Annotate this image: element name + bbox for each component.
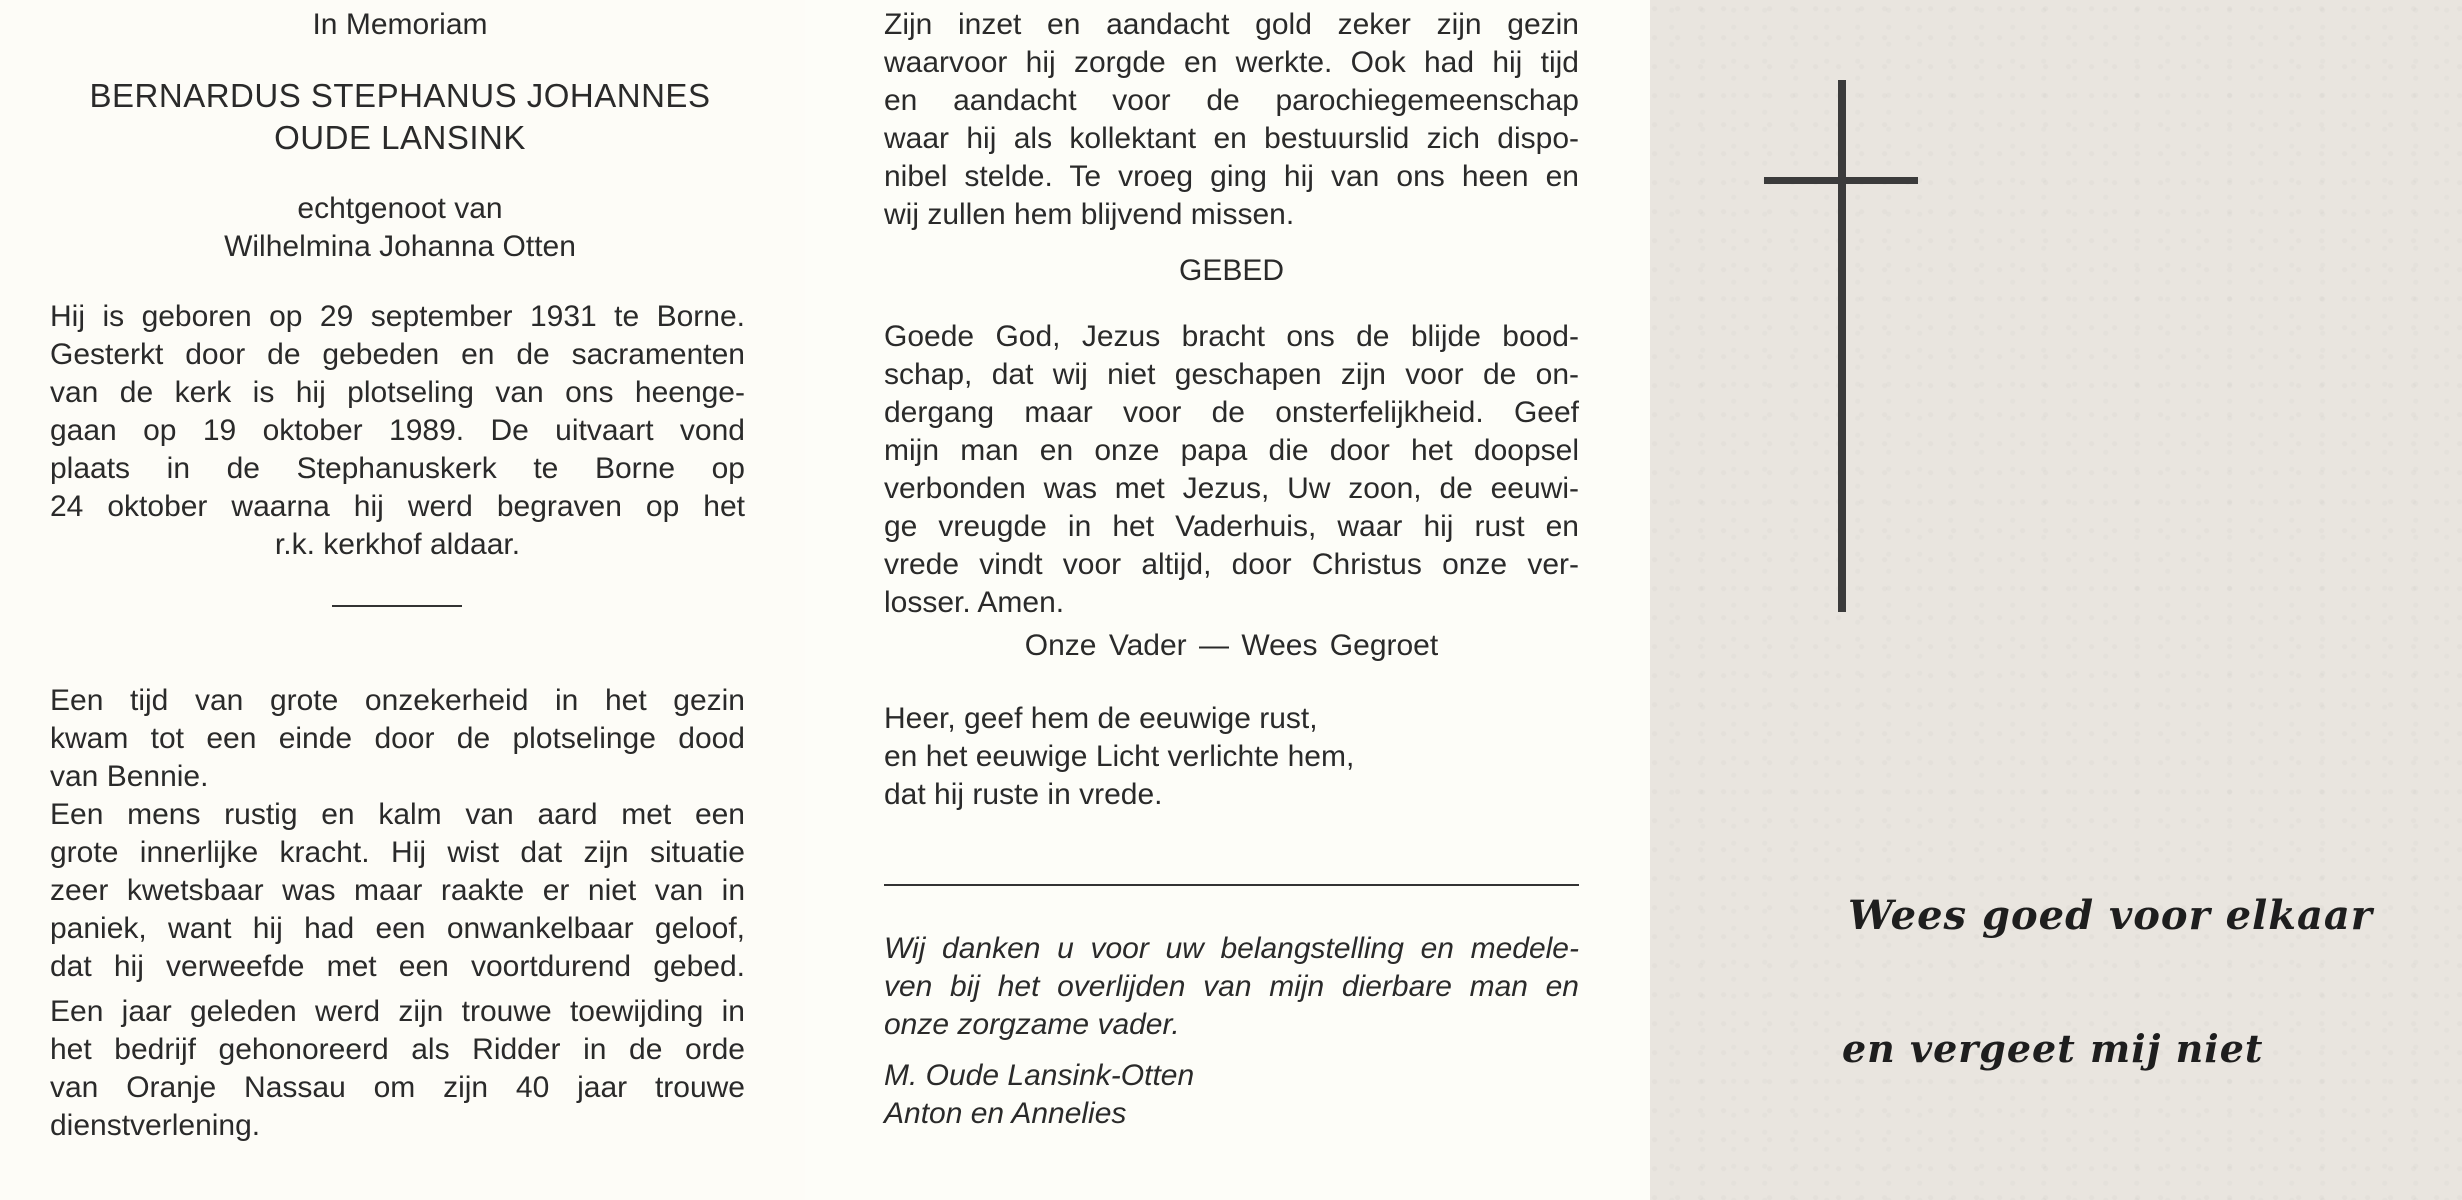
tribute-line: Zijn inzet en aandacht gold zeker zijn gezin <box>884 8 1579 41</box>
cross-vertical <box>1838 80 1846 612</box>
bio-line: plaats in de Stephanuskerk te Borne op <box>50 452 745 485</box>
prayer-line: schap, dat wij niet geschapen zijn voor de on- <box>884 358 1579 391</box>
prayer-heading: GEBED <box>1178 254 1285 287</box>
deceased-name-line1: BERNARDUS STEPHANUS JOHANNES <box>89 77 711 114</box>
paragraph-line: van Oranje Nassau om zijn 40 jaar trouwe <box>50 1071 745 1104</box>
section-divider <box>332 605 462 607</box>
bio-line: Hij is geboren op 29 september 1931 te Borne. <box>50 300 745 333</box>
paragraph-line: grote innerlijke kracht. Hij wist dat zijn situatie <box>50 836 745 869</box>
motto-line1: Wees goed voor elkaar <box>1848 892 2373 939</box>
signature-line: Anton en Annelies <box>884 1097 1127 1130</box>
tribute-line: waar hij als kollektant en bestuurslid zich dispo- <box>884 122 1579 155</box>
prayer-line: ge vreugde in het Vaderhuis, waar hij rust en <box>884 510 1579 543</box>
prayer-line: vrede vindt voor altijd, door Christus onze ver- <box>884 548 1579 581</box>
memoriam-heading: In Memoriam <box>312 8 488 41</box>
paragraph-line: dat hij verweefde met een voortdurend gebed. <box>50 950 745 983</box>
paragraph-line: van Bennie. <box>50 760 209 793</box>
spouse-name: Wilhelmina Johanna Otten <box>224 230 576 263</box>
tribute-line: en aandacht voor de parochiegemeenschap <box>884 84 1579 117</box>
tribute-line: nibel stelde. Te vroeg ging hij van ons heen en <box>884 160 1579 193</box>
paragraph-line: dienstverlening. <box>50 1109 261 1142</box>
paragraph-line: zeer kwetsbaar was maar raakte er niet van in <box>50 874 745 907</box>
paragraph-line: Een tijd van grote onzekerheid in het gezin <box>50 684 745 717</box>
rest-line: dat hij ruste in vrede. <box>884 778 1163 811</box>
bio-line: Gesterkt door de gebeden en de sacramenten <box>50 338 745 371</box>
prayer-line: dergang maar voor de onsterfelijkheid. Geef <box>884 396 1579 429</box>
tribute-line: waarvoor hij zorgde en werkte. Ook had hij tijd <box>884 46 1579 79</box>
paragraph-line: paniek, want hij had een onwankelbaar geloof, <box>50 912 745 945</box>
bio-line: gaan op 19 oktober 1989. De uitvaart vond <box>50 414 745 447</box>
paragraph-line: het bedrijf gehonoreerd als Ridder in de orde <box>50 1033 745 1066</box>
signature-line: M. Oude Lansink-Otten <box>884 1059 1195 1092</box>
deceased-name-line2: OUDE LANSINK <box>274 119 526 156</box>
tribute-line: wij zullen hem blijvend missen. <box>884 198 1295 231</box>
bio-last-line: r.k. kerkhof aldaar. <box>274 528 521 561</box>
motto-line2: en vergeet mij niet <box>1842 1026 2264 1071</box>
prayer-line: mijn man en onze papa die door het doopsel <box>884 434 1579 467</box>
cross-horizontal <box>1764 177 1918 184</box>
rest-line: Heer, geef hem de eeuwige rust, <box>884 702 1318 735</box>
paragraph-line: Een mens rustig en kalm van aard met een <box>50 798 745 831</box>
thanks-divider <box>884 884 1579 886</box>
bio-line: van de kerk is hij plotseling van ons heenge- <box>50 376 745 409</box>
prayers-names: Onze Vader — Wees Gegroet <box>1024 629 1439 662</box>
prayer-line: verbonden was met Jezus, Uw zoon, de eeuwi- <box>884 472 1579 505</box>
prayer-line: losser. Amen. <box>884 586 1065 619</box>
spouse-label: echtgenoot van <box>297 192 503 225</box>
prayer-line: Goede God, Jezus bracht ons de blijde bood- <box>884 320 1579 353</box>
paragraph-line: kwam tot een einde door de plotselinge dood <box>50 722 745 755</box>
thanks-line: Wij danken u voor uw belangstelling en medele- <box>884 932 1579 965</box>
bio-line: 24 oktober waarna hij werd begraven op het <box>50 490 745 523</box>
rest-line: en het eeuwige Licht verlichte hem, <box>884 740 1355 773</box>
thanks-line: ven bij het overlijden van mijn dierbare man en <box>884 970 1579 1003</box>
paragraph-line: Een jaar geleden werd zijn trouwe toewijding in <box>50 995 745 1028</box>
thanks-line: onze zorgzame vader. <box>884 1008 1180 1041</box>
